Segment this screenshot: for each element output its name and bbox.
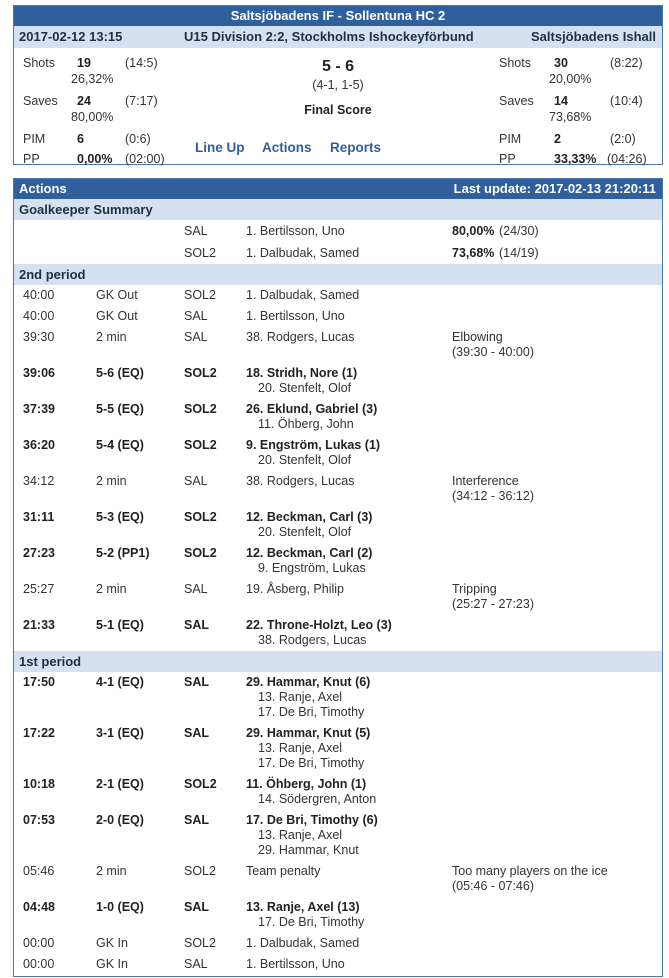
- assist-1: 11. Öhberg, John: [258, 417, 354, 431]
- event-player: 1. Bertilsson, Uno: [246, 309, 345, 323]
- away-saves-split: (10:4): [610, 94, 643, 108]
- final-score-label: Final Score: [304, 103, 372, 117]
- goal-scorer: 29. Hammar, Knut (5): [246, 726, 371, 740]
- goal-event-row: [14, 723, 662, 774]
- event-time: 40:00: [23, 288, 55, 302]
- penalty-interval: (39:30 - 40:00): [452, 345, 534, 359]
- home-saves-split: (7:17): [125, 94, 158, 108]
- event-type: 5-2 (PP1): [96, 546, 150, 560]
- match-venue: Saltsjöbadens Ishall: [531, 29, 656, 44]
- goal-scorer: 22. Throne-Holzt, Leo (3): [246, 618, 392, 632]
- home-pp: 0,00%: [77, 152, 113, 166]
- event-time: 36:20: [23, 438, 55, 452]
- actions-link[interactable]: Actions: [262, 140, 312, 155]
- event-team: SOL2: [184, 366, 217, 380]
- event-team: SAL: [184, 330, 208, 344]
- assist-2: 17. De Bri, Timothy: [258, 705, 365, 719]
- goal-event-row: [14, 507, 662, 543]
- goal-event-row: [14, 363, 662, 399]
- event-team: SAL: [184, 675, 209, 689]
- goal-event-row: [14, 897, 662, 933]
- penalty-interval: (25:27 - 27:23): [452, 597, 534, 611]
- event-team: SAL: [184, 618, 209, 632]
- event-time: 27:23: [23, 546, 55, 560]
- event-row: [14, 306, 662, 327]
- event-time: 25:27: [23, 582, 55, 596]
- event-team: SAL: [184, 726, 209, 740]
- goal-event-row: [14, 774, 662, 810]
- event-type: 1-0 (EQ): [96, 900, 144, 914]
- event-team: SAL: [184, 474, 208, 488]
- match-title: Saltsjöbadens IF - Sollentuna HC 2: [14, 6, 662, 26]
- away-pp-split: (04:26): [607, 152, 647, 166]
- assist-2: 17. De Bri, Timothy: [258, 756, 365, 770]
- away-shots-pct: 20,00%: [549, 72, 592, 86]
- event-time: 10:18: [23, 777, 55, 791]
- event-team: SAL: [184, 957, 208, 971]
- reports-link[interactable]: Reports: [330, 140, 382, 155]
- goalkeeper-summary: [14, 220, 662, 264]
- assist-1: 14. Södergren, Anton: [258, 792, 377, 806]
- actions-title: Actions: [19, 181, 67, 196]
- goal-scorer: 11. Öhberg, John (1): [246, 777, 367, 791]
- event-player: 38. Rodgers, Lucas: [246, 330, 355, 344]
- goal-scorer: 12. Beckman, Carl (3): [246, 510, 373, 524]
- event-player: 1. Dalbudak, Samed: [246, 288, 360, 302]
- event-team: SOL2: [184, 864, 216, 878]
- event-type: 5-5 (EQ): [96, 402, 144, 416]
- event-player: 1. Bertilsson, Uno: [246, 957, 345, 971]
- home-shots-pct: 26,32%: [71, 72, 114, 86]
- event-type: 5-1 (EQ): [96, 618, 144, 632]
- event-time: 37:39: [23, 402, 55, 416]
- home-saves: 24: [77, 94, 91, 108]
- goalkeeper-summary-header: Goalkeeper Summary: [14, 199, 662, 220]
- assist-1: 13. Ranje, Axel: [258, 690, 343, 704]
- home-pp-split: (02:00): [125, 152, 165, 166]
- event-type: GK In: [96, 936, 128, 950]
- home-pim: 6: [77, 132, 84, 146]
- match-info-bar: [14, 26, 662, 48]
- score: 5 - 6: [321, 58, 354, 75]
- goal-scorer: 12. Beckman, Carl (2): [246, 546, 373, 560]
- event-time: 31:11: [23, 510, 55, 524]
- period-scores: (4-1, 1-5): [312, 78, 364, 92]
- goal-event-row: [14, 672, 662, 723]
- goal-event-row: [14, 435, 662, 471]
- event-time: 21:33: [23, 618, 55, 632]
- goal-event-row: [14, 399, 662, 435]
- home-saves-pct: 80,00%: [71, 110, 114, 124]
- event-team: SAL: [184, 309, 208, 323]
- event-type: 4-1 (EQ): [96, 675, 144, 689]
- event-time: 07:53: [23, 813, 55, 827]
- assist-1: 13. Ranje, Axel: [258, 741, 343, 755]
- goal-event-row: [14, 615, 662, 651]
- penalty-interval: (05:46 - 07:46): [452, 879, 534, 893]
- goal-scorer: 17. De Bri, Timothy (6): [246, 813, 378, 827]
- gk-save-detail: (24/30): [499, 224, 539, 238]
- home-shots-label: Shots: [23, 56, 55, 70]
- event-team: SAL: [184, 582, 208, 596]
- period-2-events: [14, 285, 662, 651]
- goal-event-row: [14, 810, 662, 861]
- stats-area: [14, 48, 662, 178]
- event-team: SOL2: [184, 510, 217, 524]
- goal-scorer: 29. Hammar, Knut (6): [246, 675, 371, 689]
- event-row: [14, 285, 662, 306]
- event-team: SOL2: [184, 438, 217, 452]
- event-time: 00:00: [23, 957, 55, 971]
- home-pp-label: PP: [23, 152, 40, 166]
- event-team: SOL2: [184, 288, 216, 302]
- assist-1: 13. Ranje, Axel: [258, 828, 343, 842]
- event-type: 2 min: [96, 582, 127, 596]
- event-player: 19. Åsberg, Philip: [246, 582, 344, 596]
- event-team: SAL: [184, 813, 209, 827]
- event-type: GK In: [96, 957, 128, 971]
- actions-header: [14, 179, 662, 199]
- event-type: 5-3 (EQ): [96, 510, 144, 524]
- assist-1: 38. Rodgers, Lucas: [258, 633, 367, 647]
- penalty-reason: Interference: [452, 474, 519, 488]
- goal-scorer: 18. Stridh, Nore (1): [246, 366, 358, 380]
- away-pim: 2: [554, 132, 561, 146]
- event-team: SAL: [184, 900, 209, 914]
- home-saves-label: Saves: [23, 94, 58, 108]
- assist-1: 20. Stenfelt, Olof: [258, 525, 352, 539]
- period-2-header: 2nd period: [14, 264, 662, 285]
- goal-scorer: 26. Eklund, Gabriel (3): [246, 402, 378, 416]
- gk-name: 1. Dalbudak, Samed: [246, 246, 360, 260]
- goalkeeper-row: [14, 242, 662, 264]
- match-league: U15 Division 2:2, Stockholms Ishockeyförbund: [184, 29, 474, 44]
- event-type: GK Out: [96, 309, 138, 323]
- away-pim-split: (2:0): [610, 132, 636, 146]
- event-type: 3-1 (EQ): [96, 726, 144, 740]
- event-time: 00:00: [23, 936, 55, 950]
- event-type: 2 min: [96, 864, 127, 878]
- home-pim-label: PIM: [23, 132, 46, 146]
- away-shots-split: (8:22): [610, 56, 643, 70]
- event-time: 04:48: [23, 900, 55, 914]
- assist-2: 29. Hammar, Knut: [258, 843, 359, 857]
- away-saves: 14: [554, 94, 568, 108]
- home-pim-split: (0:6): [125, 132, 151, 146]
- away-saves-label: Saves: [499, 94, 534, 108]
- period-1-events: [14, 672, 662, 975]
- away-saves-pct: 73,68%: [549, 110, 592, 124]
- gk-team: SOL2: [184, 246, 216, 260]
- goalkeeper-row: [14, 220, 662, 242]
- goal-scorer: 9. Engström, Lukas (1): [246, 438, 381, 452]
- event-type: 5-6 (EQ): [96, 366, 144, 380]
- away-shots: 30: [554, 56, 568, 70]
- period-1-header: 1st period: [14, 651, 662, 672]
- actions-panel: [13, 178, 663, 977]
- event-team: SOL2: [184, 936, 216, 950]
- goal-event-row: [14, 543, 662, 579]
- penalty-reason: Too many players on the ice: [452, 864, 608, 878]
- penalty-interval: (34:12 - 36:12): [452, 489, 534, 503]
- gk-name: 1. Bertilsson, Uno: [246, 224, 345, 238]
- event-time: 05:46: [23, 864, 55, 878]
- event-row: [14, 933, 662, 954]
- home-shots: 19: [77, 56, 91, 70]
- event-type: 2 min: [96, 330, 127, 344]
- event-time: 17:22: [23, 726, 55, 740]
- event-time: 39:30: [23, 330, 55, 344]
- lineup-link[interactable]: Line Up: [195, 140, 245, 155]
- home-shots-split: (14:5): [125, 56, 158, 70]
- event-time: 40:00: [23, 309, 55, 323]
- away-pp: 33,33%: [554, 152, 597, 166]
- event-player: 1. Dalbudak, Samed: [246, 936, 360, 950]
- gk-team: SAL: [184, 224, 208, 238]
- event-time: 39:06: [23, 366, 55, 380]
- gk-save-pct: 73,68%: [452, 246, 495, 260]
- penalty-reason: Tripping: [452, 582, 497, 596]
- penalty-reason: Elbowing: [452, 330, 503, 344]
- match-datetime: 2017-02-12 13:15: [19, 29, 123, 44]
- assist-1: 20. Stenfelt, Olof: [258, 453, 352, 467]
- away-pim-label: PIM: [499, 132, 522, 146]
- event-row: [14, 954, 662, 975]
- event-team: SOL2: [184, 402, 217, 416]
- away-shots-label: Shots: [499, 56, 531, 70]
- event-team: SOL2: [184, 777, 217, 791]
- event-row: [14, 471, 662, 507]
- last-update: Last update: 2017-02-13 21:20:11: [453, 181, 656, 196]
- goal-scorer: 13. Ranje, Axel (13): [246, 900, 360, 914]
- event-type: 5-4 (EQ): [96, 438, 144, 452]
- assist-1: 17. De Bri, Timothy: [258, 915, 365, 929]
- event-type: GK Out: [96, 288, 138, 302]
- event-type: 2 min: [96, 474, 127, 488]
- event-player: Team penalty: [246, 864, 321, 878]
- event-type: 2-0 (EQ): [96, 813, 144, 827]
- event-player: 38. Rodgers, Lucas: [246, 474, 355, 488]
- assist-1: 20. Stenfelt, Olof: [258, 381, 352, 395]
- event-time: 34:12: [23, 474, 55, 488]
- event-row: [14, 579, 662, 615]
- event-time: 17:50: [23, 675, 55, 689]
- gk-save-detail: (14/19): [499, 246, 539, 260]
- assist-1: 9. Engström, Lukas: [258, 561, 366, 575]
- match-header: [13, 5, 663, 165]
- event-row: [14, 327, 662, 363]
- event-team: SOL2: [184, 546, 217, 560]
- event-type: 2-1 (EQ): [96, 777, 144, 791]
- gk-save-pct: 80,00%: [452, 224, 495, 238]
- event-row: [14, 861, 662, 897]
- away-pp-label: PP: [499, 152, 516, 166]
